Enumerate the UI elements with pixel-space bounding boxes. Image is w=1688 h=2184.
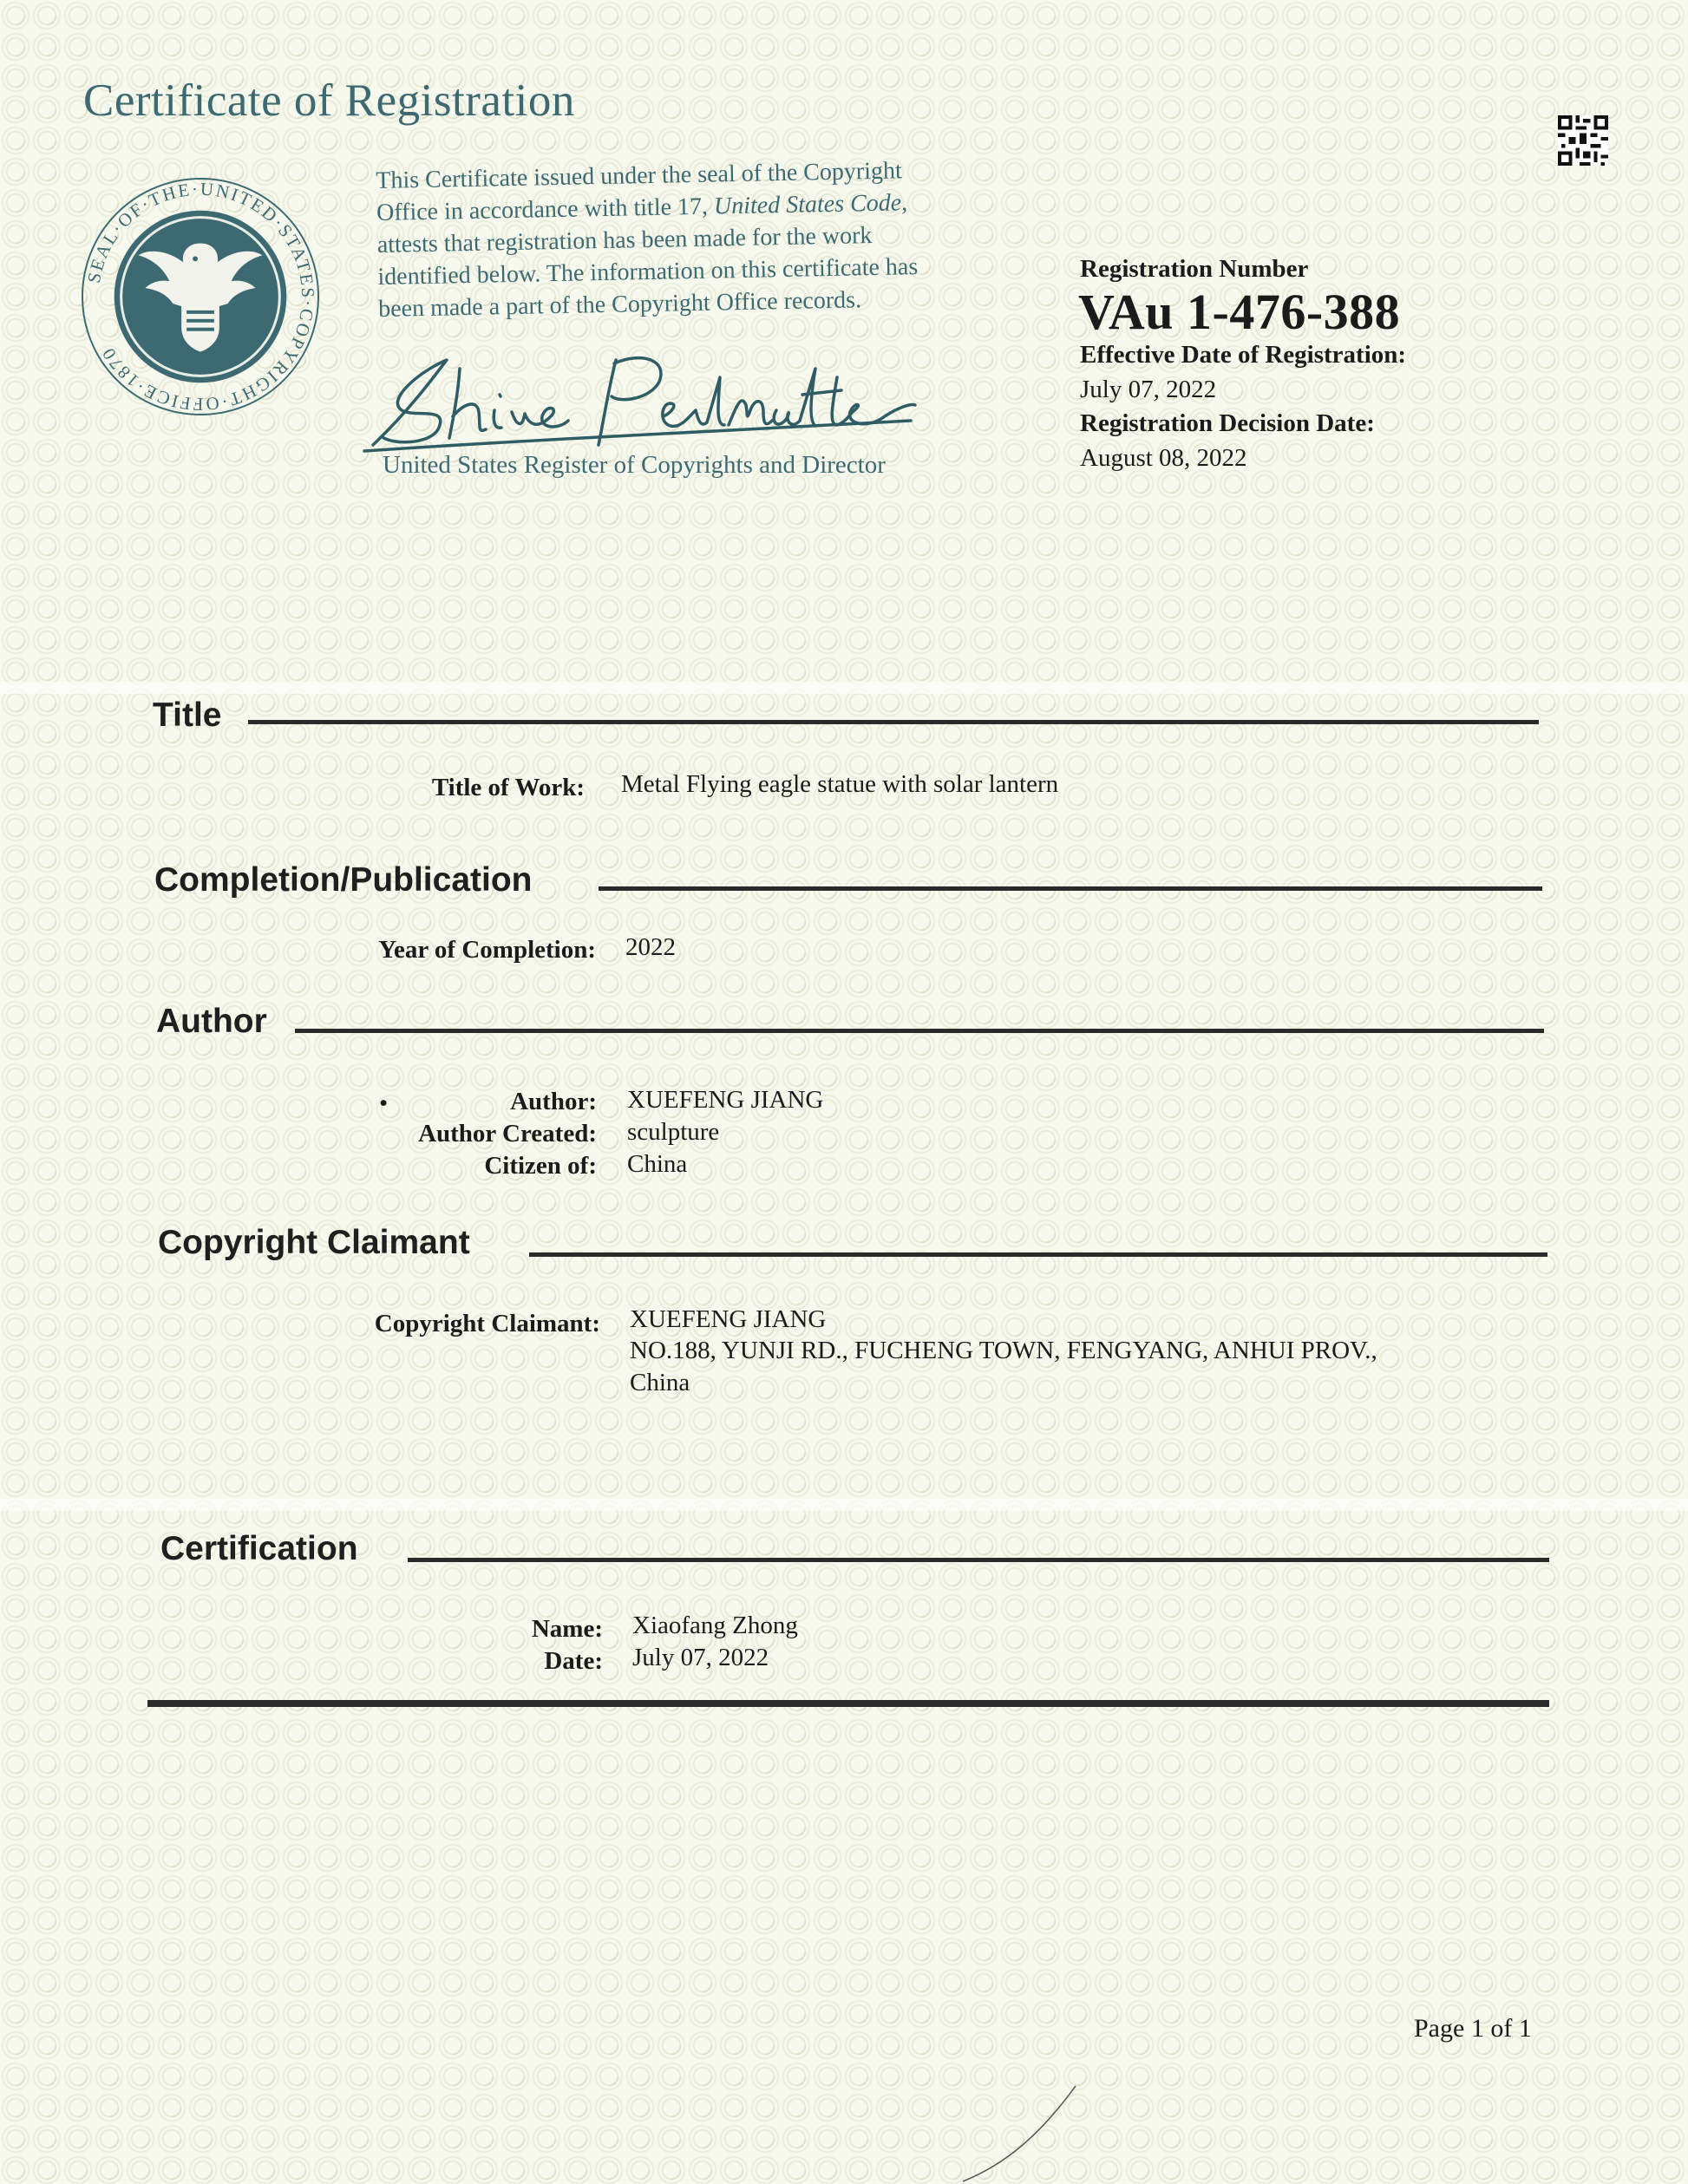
copyright-claimant-label: Copyright Claimant: (374, 1310, 600, 1337)
seal-lettering: SEAL·OF·THE·UNITED·STATES·COPYRIGHT·OFFICE·1870 (82, 178, 319, 415)
decision-date: August 08, 2022 (1080, 444, 1247, 472)
effective-date-label: Effective Date of Registration: (1080, 341, 1407, 369)
section-rule (295, 1029, 1544, 1033)
claimant-name: XUEFENG JIANG (630, 1305, 827, 1333)
decision-date-label: Registration Decision Date: (1080, 409, 1375, 437)
fold-line-lower (0, 1499, 1688, 1511)
register-signature (356, 343, 919, 455)
author-created-label: Author Created: (418, 1120, 597, 1148)
section-rule (248, 720, 1539, 724)
fold-line-upper (0, 682, 1688, 694)
year-of-completion-label: Year of Completion: (378, 936, 596, 964)
intro-line: attests that registration has been made for the work (376, 222, 873, 258)
certificate-intro (376, 153, 1003, 325)
copyright-office-seal-icon (80, 176, 321, 417)
section-rule (408, 1558, 1549, 1562)
section-heading-title: Title (153, 696, 222, 734)
section-rule (529, 1252, 1547, 1257)
claimant-country: China (630, 1369, 690, 1396)
author-created-value: sculpture (627, 1118, 720, 1146)
certification-date-value: July 07, 2022 (632, 1644, 769, 1671)
closing-rule (147, 1700, 1549, 1707)
effective-date: July 07, 2022 (1080, 376, 1217, 403)
section-heading-claimant: Copyright Claimant (158, 1224, 470, 1261)
citizen-of-label: Citizen of: (484, 1152, 597, 1180)
certificate-title: Certificate of Registration (83, 75, 575, 126)
certification-date-label: Date: (544, 1647, 603, 1675)
intro-line: Office in accordance with title 17, United States Code, (376, 189, 908, 226)
signature-caption: United States Register of Copyrights and Director (383, 451, 886, 479)
qr-code-icon (1558, 115, 1608, 166)
certification-name-value: Xiaofang Zhong (632, 1612, 798, 1639)
intro-line: This Certificate issued under the seal of the Copyright (376, 157, 903, 194)
certification-name-label: Name: (531, 1615, 603, 1643)
section-heading-author: Author (156, 1003, 267, 1040)
section-heading-completion: Completion/Publication (154, 861, 533, 899)
intro-line: been made a part of the Copyright Office records. (377, 286, 862, 323)
claimant-address: NO.188, YUNJI RD., FUCHENG TOWN, FENGYANG, ANHUI PROV., (630, 1337, 1377, 1364)
registration-number-label: Registration Number (1080, 255, 1309, 283)
section-heading-certification: Certification (160, 1530, 358, 1567)
registration-number: VAu 1-476-388 (1078, 284, 1401, 340)
intro-line: identified below. The information on this certificate has (377, 253, 919, 291)
title-of-work-value: Metal Flying eagle statue with solar lantern (621, 770, 1059, 798)
page-number: Page 1 of 1 (1414, 2014, 1532, 2043)
author-label: Author: (510, 1088, 597, 1115)
author-bullet: • (379, 1089, 389, 1117)
year-of-completion-value: 2022 (625, 933, 676, 961)
section-rule (599, 886, 1542, 891)
pen-stroke-mark (954, 2082, 1084, 2184)
title-of-work-label: Title of Work: (431, 774, 585, 801)
author-value: XUEFENG JIANG (627, 1086, 824, 1114)
citizen-of-value: China (627, 1150, 688, 1178)
